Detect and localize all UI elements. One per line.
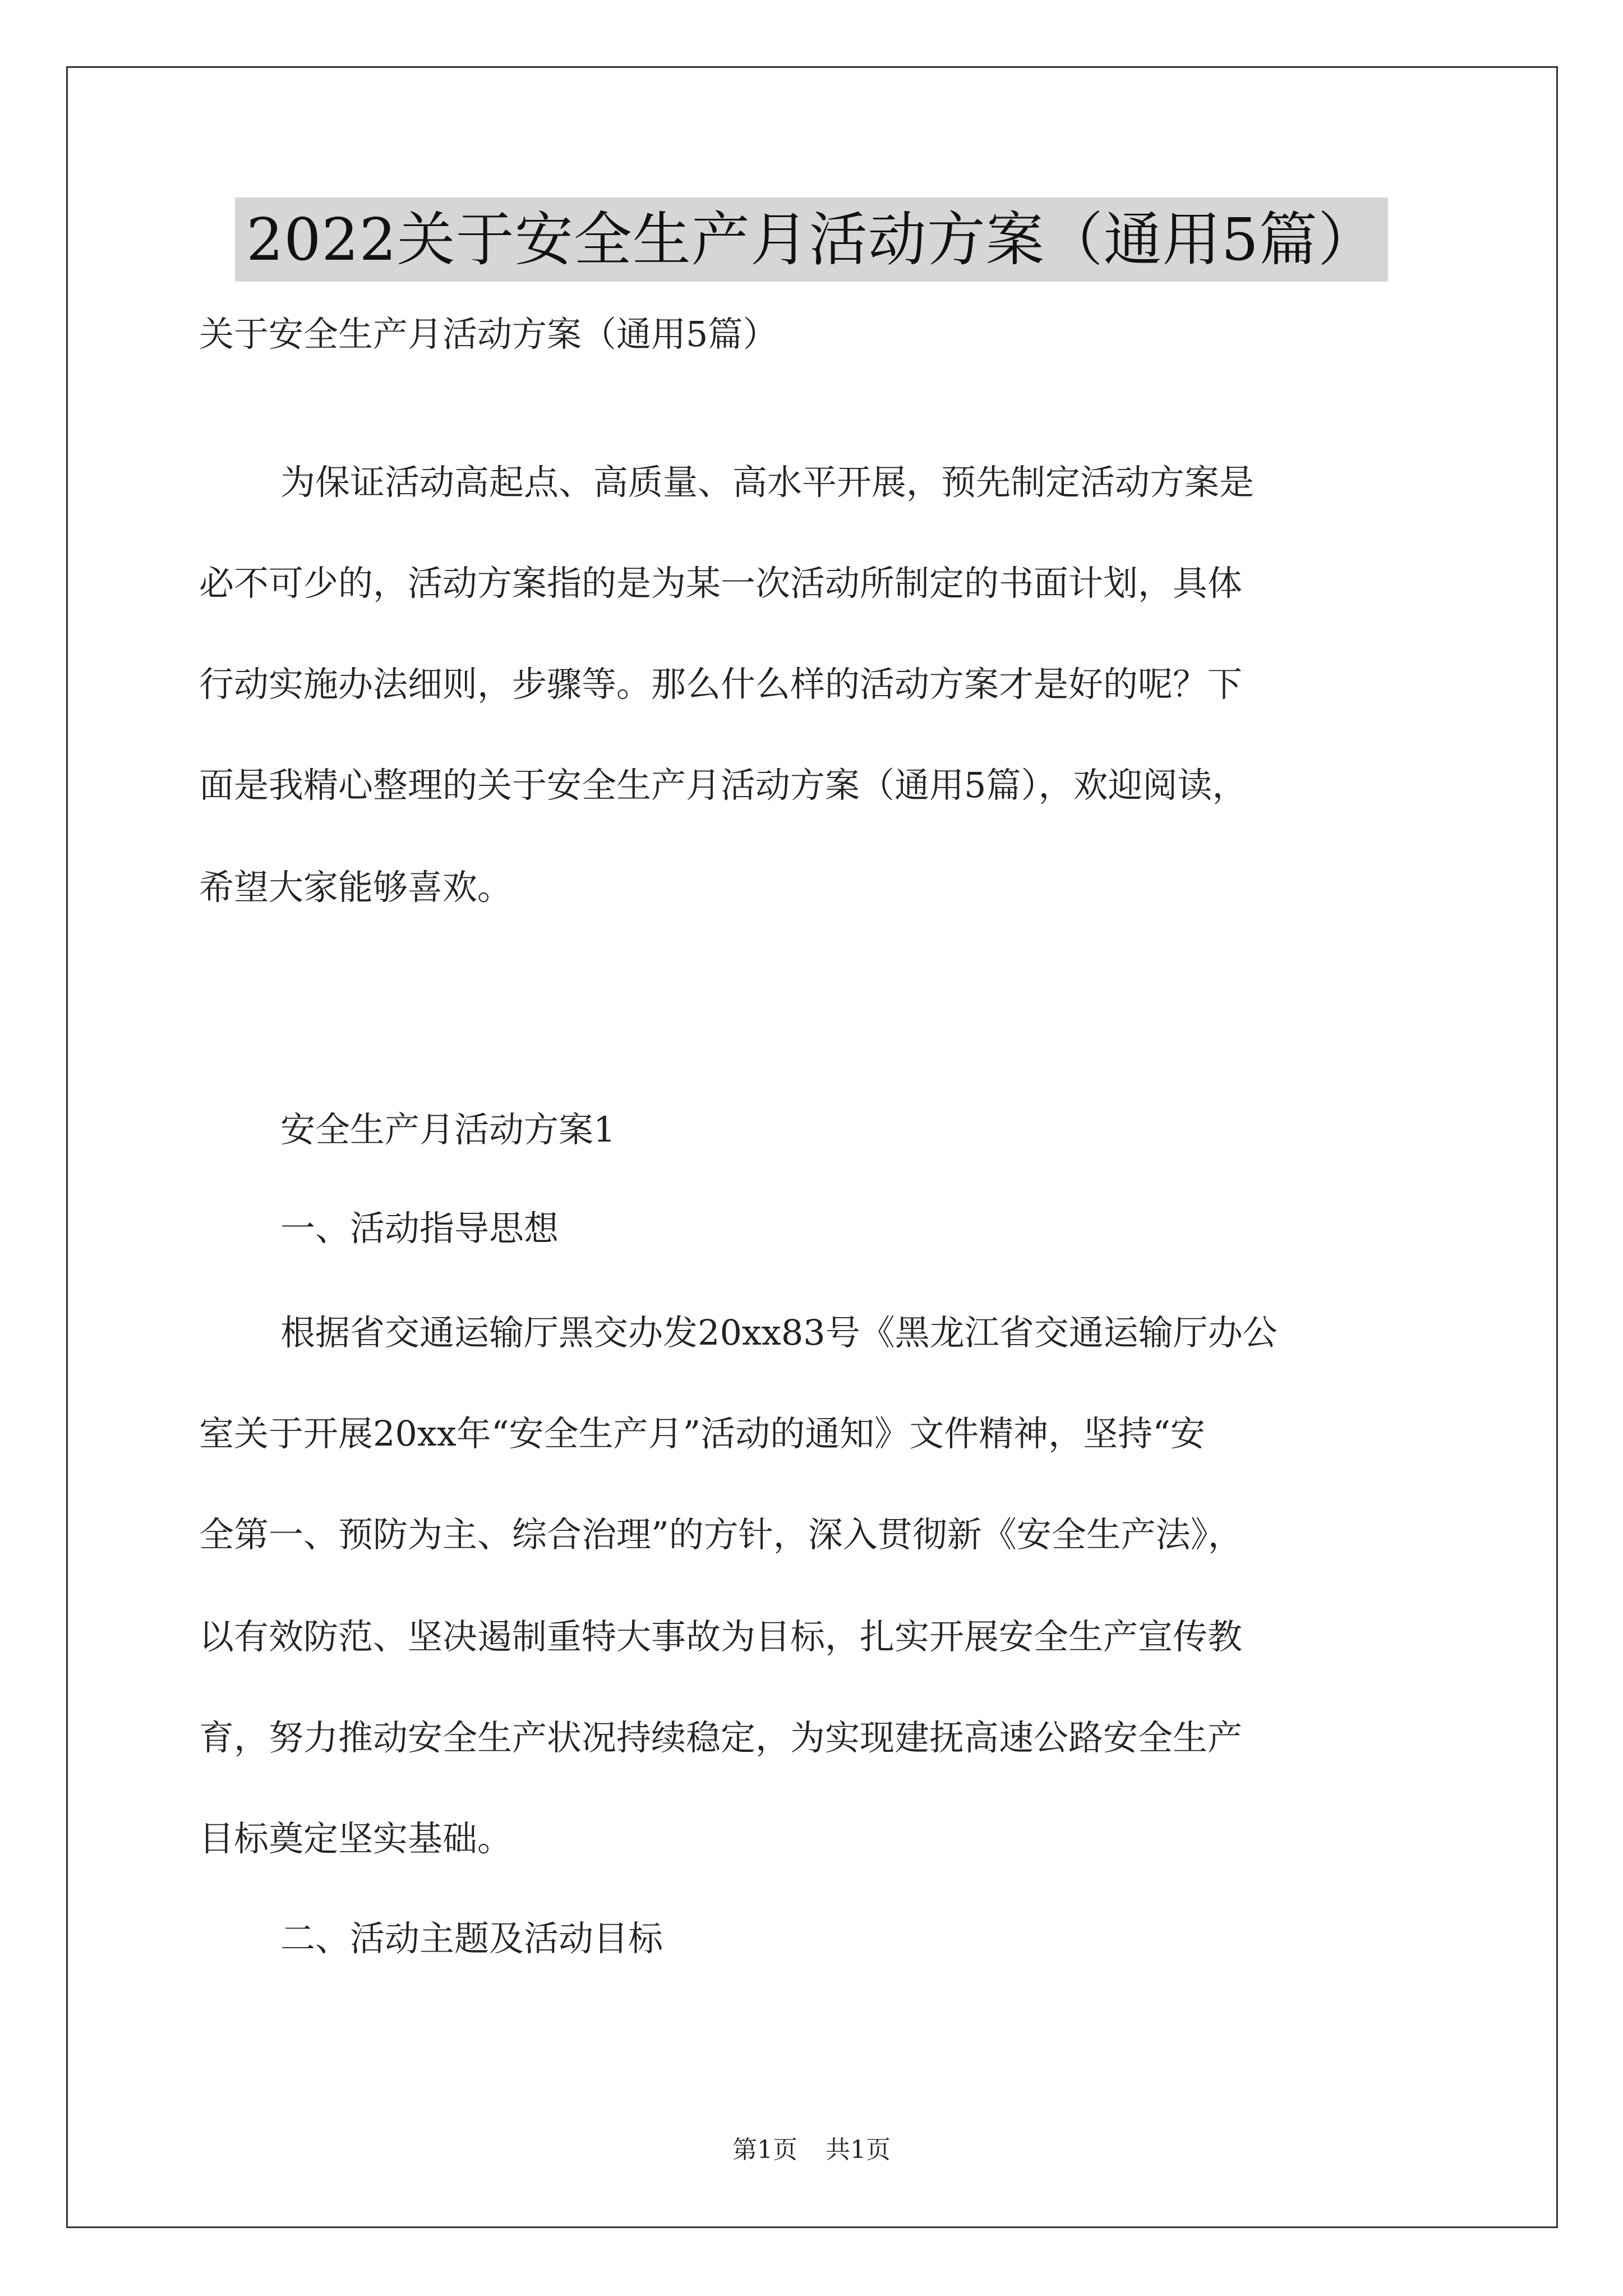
body1-line-1: 根据省交通运输厅黑交办发20xx83号《黑龙江省交通运输厅办公 (280, 1312, 1278, 1353)
body1-line-2: 室关于开展20xx年“安全生产月”活动的通知》文件精神，坚持“安 (199, 1413, 1205, 1454)
body1-line-5: 育，努力推动安全生产状况持续稳定，为实现建抚高速公路安全生产 (199, 1717, 1243, 1758)
intro-line-1: 为保证活动高起点、高质量、高水平开展，预先制定活动方案是 (280, 462, 1255, 503)
page-footer (0, 2129, 1623, 2165)
document-title: 2022关于安全生产月活动方案（通用5篇） (235, 197, 1388, 282)
heading-guiding-ideology: 一、活动指导思想 (280, 1208, 559, 1249)
intro-line-3: 行动实施办法细则，步骤等。那么什么样的活动方案才是好的呢？下 (199, 664, 1243, 705)
intro-line-4: 面是我精心整理的关于安全生产月活动方案（通用5篇），欢迎阅读， (199, 765, 1247, 806)
intro-line-5: 希望大家能够喜欢。 (199, 867, 513, 908)
intro-line-2: 必不可少的，活动方案指的是为某一次活动所制定的书面计划，具体 (199, 563, 1243, 604)
heading-theme-and-goals: 二、活动主题及活动目标 (280, 1918, 663, 1959)
title-wrap (0, 197, 1623, 282)
page-number-total: 共1页 (826, 2136, 891, 2164)
document-subtitle: 关于安全生产月活动方案（通用5篇） (199, 314, 778, 355)
page-number-current: 第1页 (732, 2136, 797, 2164)
body1-line-6: 目标奠定坚实基础。 (199, 1818, 513, 1859)
body1-line-4: 以有效防范、坚决遏制重特大事故为目标，扎实开展安全生产宣传教 (199, 1616, 1243, 1657)
section-title: 安全生产月活动方案1 (280, 1109, 616, 1150)
body1-line-3: 全第一、预防为主、综合治理”的方针，深入贯彻新《安全生产法》， (199, 1514, 1243, 1555)
